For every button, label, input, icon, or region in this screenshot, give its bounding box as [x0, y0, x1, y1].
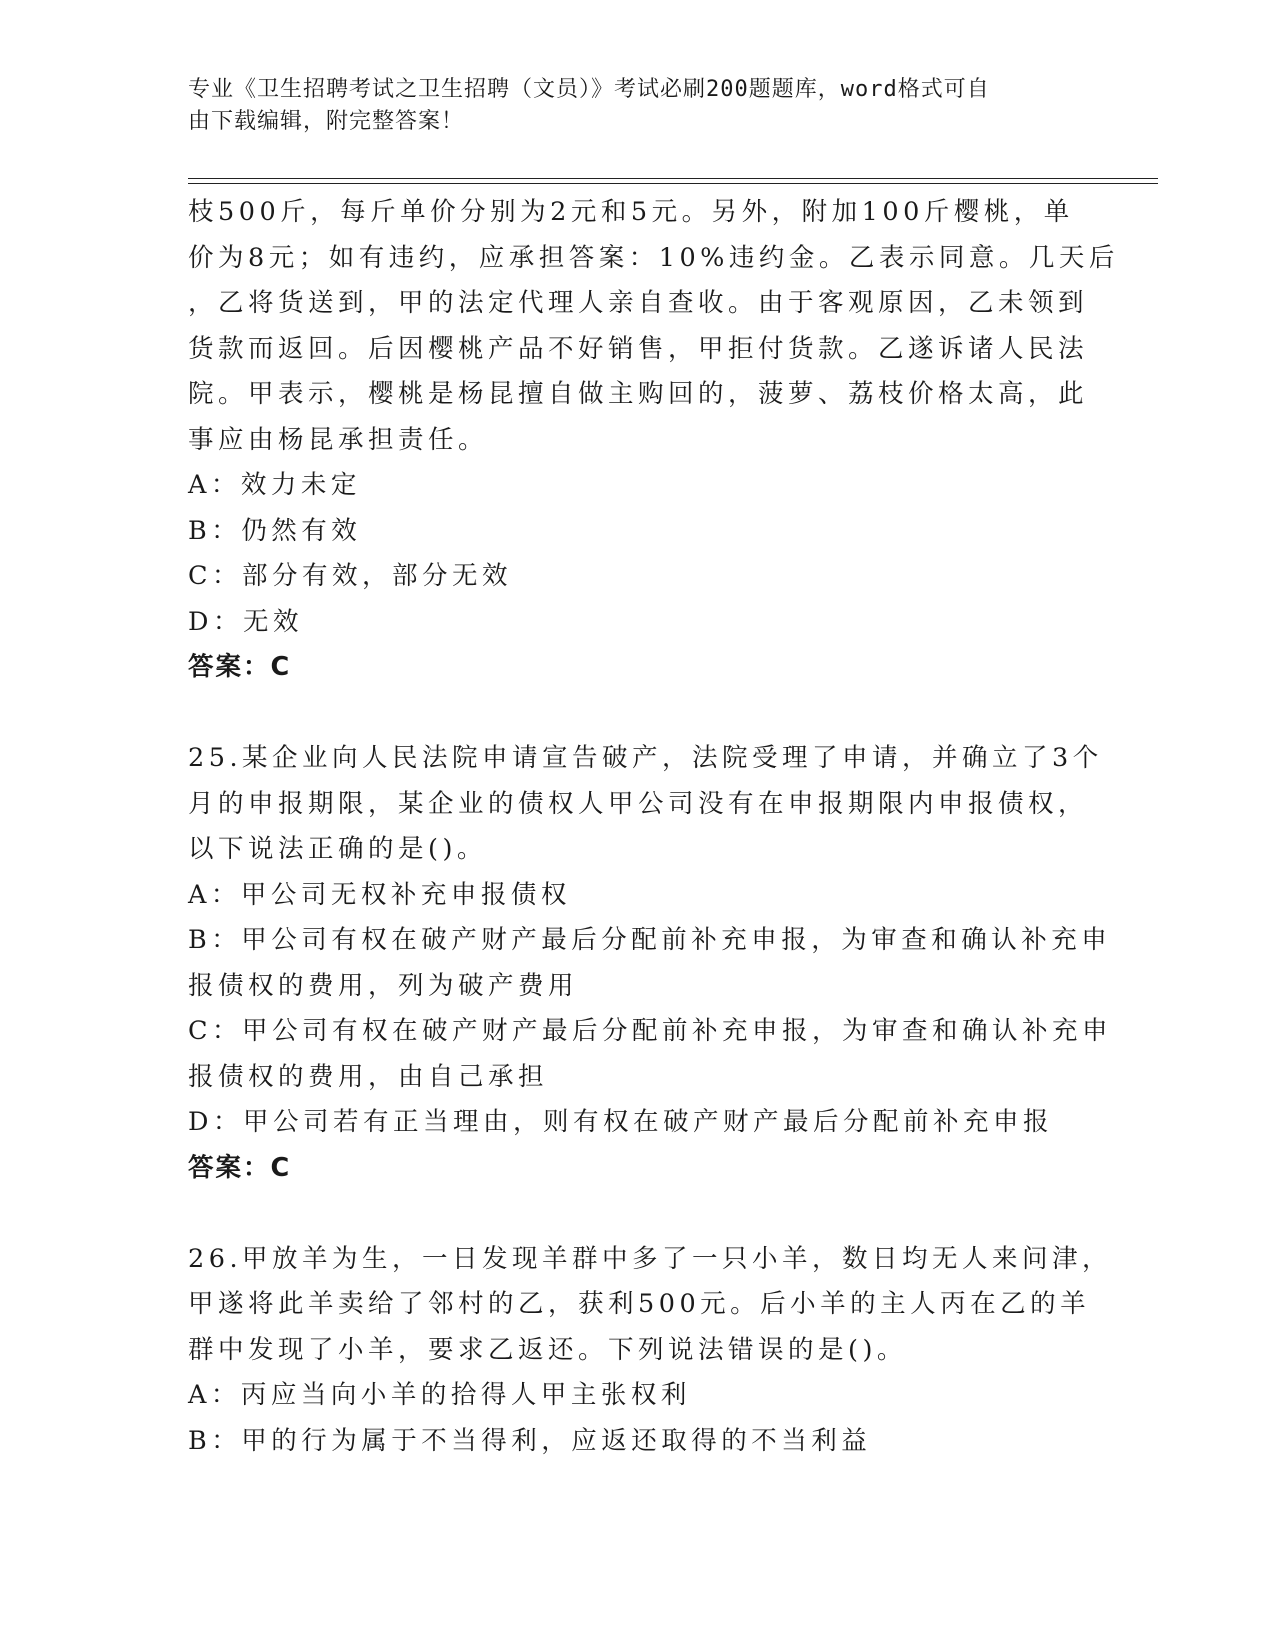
option-a: A：丙应当向小羊的拾得人甲主张权利 [188, 1380, 691, 1410]
option-c: C：甲公司有权在破产财产最后分配前补充申报，为审查和确认补充申 [188, 1016, 1113, 1046]
question-text-line: 枝500斤，每斤单价分别为2元和5元。另外，附加100斤樱桃，单 [188, 197, 1074, 227]
header-rule-bottom [188, 183, 1158, 184]
option-c-continued: 报债权的费用，由自己承担 [188, 1061, 549, 1092]
question-text-line: 院。甲表示，樱桃是杨昆擅自做主购回的，菠萝、荔枝价格太高，此 [188, 379, 1089, 409]
question-text-line: 价为8元；如有违约，应承担答案：10%违约金。乙表示同意。几天后 [188, 242, 1119, 273]
answer-label: 答案：C [188, 652, 292, 682]
header-line-1: 专业《卫生招聘考试之卫生招聘（文员）》考试必刷200题题库，word格式可自 [188, 77, 990, 102]
spacer [188, 691, 1088, 737]
header-rule-top [188, 178, 1158, 179]
option-b: B：甲公司有权在破产财产最后分配前补充申报，为审查和确认补充申 [188, 925, 1112, 955]
option-d: D：甲公司若有正当理由，则有权在破产财产最后分配前补充申报 [188, 1107, 1053, 1137]
option-a: A：甲公司无权补充申报债权 [188, 879, 571, 910]
question-text-line: 以下说法正确的是()。 [188, 834, 487, 864]
option-d: D：无效 [188, 606, 303, 637]
option-b-continued: 报债权的费用，列为破产费用 [188, 970, 579, 1001]
answer-label: 答案：C [188, 1152, 292, 1183]
header-line-2: 由下载编辑，附完整答案！ [188, 109, 465, 134]
option-b: B：仍然有效 [188, 515, 362, 546]
question-text-line: 月的申报期限，某企业的债权人甲公司没有在申报期限内申报债权， [188, 788, 1089, 819]
option-b: B：甲的行为属于不当得利，应返还取得的不当利益 [188, 1425, 872, 1456]
question-26 [188, 1237, 1113, 1465]
option-c: C：部分有效，部分无效 [188, 561, 513, 591]
document-header [188, 74, 1068, 138]
question-text-line: 事应由杨昆承担责任。 [188, 424, 489, 455]
question-text-line: 25.某企业向人民法院申请宣告破产，法院受理了申请，并确立了3个 [188, 743, 1103, 773]
question-text-line: 货款而返回。后因樱桃产品不好销售，甲拒付货款。乙遂诉诸人民法 [188, 333, 1089, 364]
question-25 [188, 736, 1113, 1191]
document-body [188, 190, 1119, 1464]
question-text-line: 甲遂将此羊卖给了邻村的乙，获利500元。后小羊的主人丙在乙的羊 [188, 1289, 1091, 1319]
spacer [188, 1191, 1088, 1237]
option-a: A：效力未定 [188, 470, 361, 500]
question-24-continuation [188, 190, 1119, 691]
question-text-line: ，乙将货送到，甲的法定代理人亲自查收。由于客观原因，乙未领到 [188, 288, 1089, 318]
question-text-line: 群中发现了小羊，要求乙返还。下列说法错误的是()。 [188, 1334, 907, 1365]
question-text-line: 26.甲放羊为生，一日发现羊群中多了一只小羊，数日均无人来问津， [188, 1243, 1113, 1274]
